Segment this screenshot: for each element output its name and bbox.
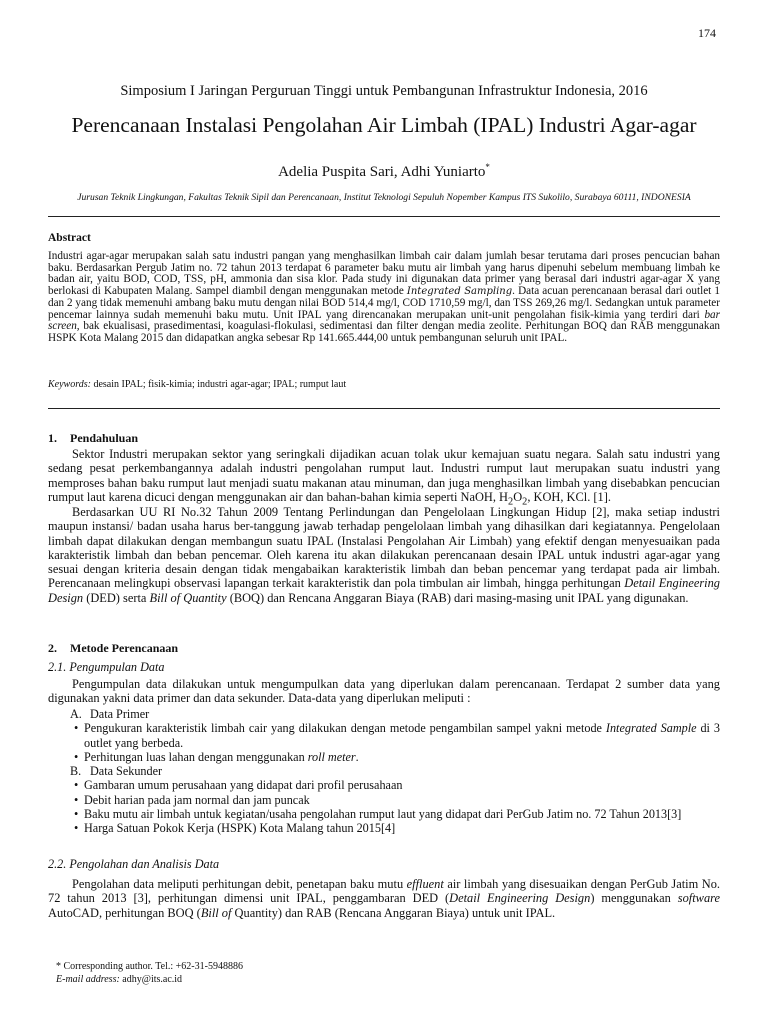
divider-top <box>48 216 720 217</box>
list-b-heading: B. Data Sekunder <box>70 764 163 779</box>
authors <box>0 162 768 181</box>
paper-title: Perencanaan Instalasi Pengolahan Air Limbah (IPAL) Industri Agar-agar <box>71 113 697 137</box>
footnote-email: E-mail address: adhy@its.ac.id <box>56 974 183 985</box>
affiliation: Jurusan Teknik Lingkungan, Fakultas Teknik Sipil dan Perencanaan, Institut Teknologi Sepuluh Nopember Kampus ITS Sukolilo, Surabaya 60111, INDONESIA <box>77 192 691 203</box>
subsection-2-1-heading: 2.1. Pengumpulan Data <box>48 660 165 674</box>
list-item: • Gambaran umum perusahaan yang didapat dari profil perusahaan <box>74 778 403 793</box>
subsection-2-1-paragraph: Pengumpulan data dilakukan untuk mengumpulkan data yang diperlukan dalam perencanaan. Terdapat 2 sumber data yang digunakan yakni data primer dan data sekunder. Data-data yang diperlukan meliputi : <box>48 677 720 706</box>
list-item: • Harga Satuan Pokok Kerja (HSPK) Kota Malang tahun 2015[4] <box>74 821 396 836</box>
subsection-2-2-paragraph: Pengolahan data meliputi perhitungan debit, penetapan baku mutu effluent air limbah yang disesuaikan dengan PerGub Jatim No. 72 tahun 2013 [3], perhitungan dimensi unit IPAL, penggambaran DED (Detail Engineering Design) menggunakan software AutoCAD, perhitungan BOQ (Bill of Quantity) dan RAB (Rencana Anggaran Biaya) untuk unit IPAL. <box>48 877 721 920</box>
symposium-header: Simposium I Jaringan Perguruan Tinggi untuk Pembangunan Infrastruktur Indonesia, 2016 <box>120 83 648 99</box>
list-item: • Baku mutu air limbah untuk kegiatan/usaha pengolahan rumput laut yang didapat dari PerGub Jatim no. 72 Tahun 2013[3] <box>74 807 682 822</box>
abstract-heading: Abstract <box>48 232 91 244</box>
keywords-label: Keywords: <box>48 379 91 390</box>
list-item: • Debit harian pada jam normal dan jam puncak <box>74 792 310 807</box>
subsection-2-2-heading: 2.2. Pengolahan dan Analisis Data <box>48 857 220 871</box>
corresponding-mark: * <box>485 162 490 172</box>
list-item: • Perhitungan luas lahan dengan menggunakan roll meter. <box>74 749 359 764</box>
list-a-heading: A. Data Primer <box>70 707 150 721</box>
author-names: Adelia Puspita Sari, Adhi Yuniarto <box>278 164 486 180</box>
abstract-body: Industri agar-agar merupakan salah satu industri pangan yang menghasilkan limbah cair dalam jumlah besar terutama dari proses pencucian bahan baku. Berdasarkan Pergub Jatim no. 72 tahun 2013 terdapat 6 parameter baku mutu air limbah yang harus dipenuhi sebelum membuang limbah ke badan air, yaitu BOD, COD, TSS, pH, ammonia dan sisa klor. Pada study ini digunakan data primer yang berasal dari industri agar-agar X yang berlokasi di Kabupaten Malang. Sampel diambil dengan menggunakan metode Integrated Sampling. Data acuan perencanaan berasal dari outlet 1 dan 2 yang tidak memenuhi ambang baku mutu dengan nilai BOD 514,4 mg/l, COD 1710,59 mg/l, dan TSS 269,26 mg/l. Sedangkan untuk parameter pencemar lainnya sudah memenuhi baku mutu. Unit IPAL yang direncanakan merupakan unit-unit pengolahan fisik-kimia yang terdiri dari bar screen, bak ekualisasi, prasedimentasi, koagulasi-flokulasi, sedimentasi dan filter dengan media zeolite. Perhitungan BOQ dan RAB menggunakan HSPK Kota Malang 2015 dan didapatkan angka sebesar Rp 141.665.444,00 untuk pembangunan seluruh unit IPAL. <box>48 250 720 344</box>
email-link[interactable]: adhy@its.ac.id <box>119 974 183 985</box>
keywords-text: desain IPAL; fisik-kimia; industri agar-agar; IPAL; rumput laut <box>90 379 347 390</box>
section-1-heading: 1. Pendahuluan <box>48 431 139 445</box>
divider-bottom <box>48 408 720 409</box>
footnote-corresponding: * Corresponding author. Tel.: +62-31-5948886 <box>56 961 243 972</box>
section-1-paragraph-1: Sektor Industri merupakan sektor yang seringkali dijadikan acuan tolak ukur kemajuan suatu negara. Salah satu industri yang sedang pesat perkembangannya adalah industri pengolahan rumput laut. Industri rumput laut merupakan suatu industri yang memproses bahan baku rumput laut menjadi suatu makanan atau minuman, dan juga menghasilkan limbah yang disebabkan pencucian rumput laut karena dicuci dengan menggunakan air dan bahan-bahan kimia seperti NaOH, $H_2O_2$, KOH, KCl. [1]. <box>48 447 720 508</box>
page-number: 174 <box>698 26 716 40</box>
keywords <box>48 379 346 390</box>
section-2-heading: 2. Metode Perencanaan <box>48 641 179 655</box>
data-list <box>48 707 720 836</box>
list-item: • Pengukuran karakteristik limbah cair yang dilakukan dengan metode pengambilan sampel yakni metode Integrated Sample di 3 outlet yang berbeda. <box>74 721 720 750</box>
section-1-paragraph-2: Berdasarkan UU RI No.32 Tahun 2009 Tentang Perlindungan dan Pengelolaan Lingkungan Hidup [2], maka setiap industri maupun instansi/ badan usaha harus ber-tanggung jawab terhadap pengelolaan limbah yang dihasilkan dari kegiatannya. Pengelolaan limbah dapat dilakukan dengan membangun suatu IPAL (Instalasi Pengolahan Air Limbah) yang efektif dengan menyesuaikan pada karakteristik limbah dan beban pencemar. Oleh karena itu akan dilakukan perencanaan desain IPAL untuk industri agar-agar yang sesuai dengan kriteria desain dengan tidak mengabaikan karakteristik limbah dan beban pencemar yang terdapat pada air limbah. Perencanaan melingkupi observasi lapangan terkait karakteristik dan pola timbulan air limbah, hingga perhitungan Detail Engineering Design (DED) serta Bill of Quantity (BOQ) dan Rencana Anggaran Biaya (RAB) dari masing-masing unit IPAL yang digunakan. <box>48 505 720 605</box>
footnote <box>56 960 243 986</box>
